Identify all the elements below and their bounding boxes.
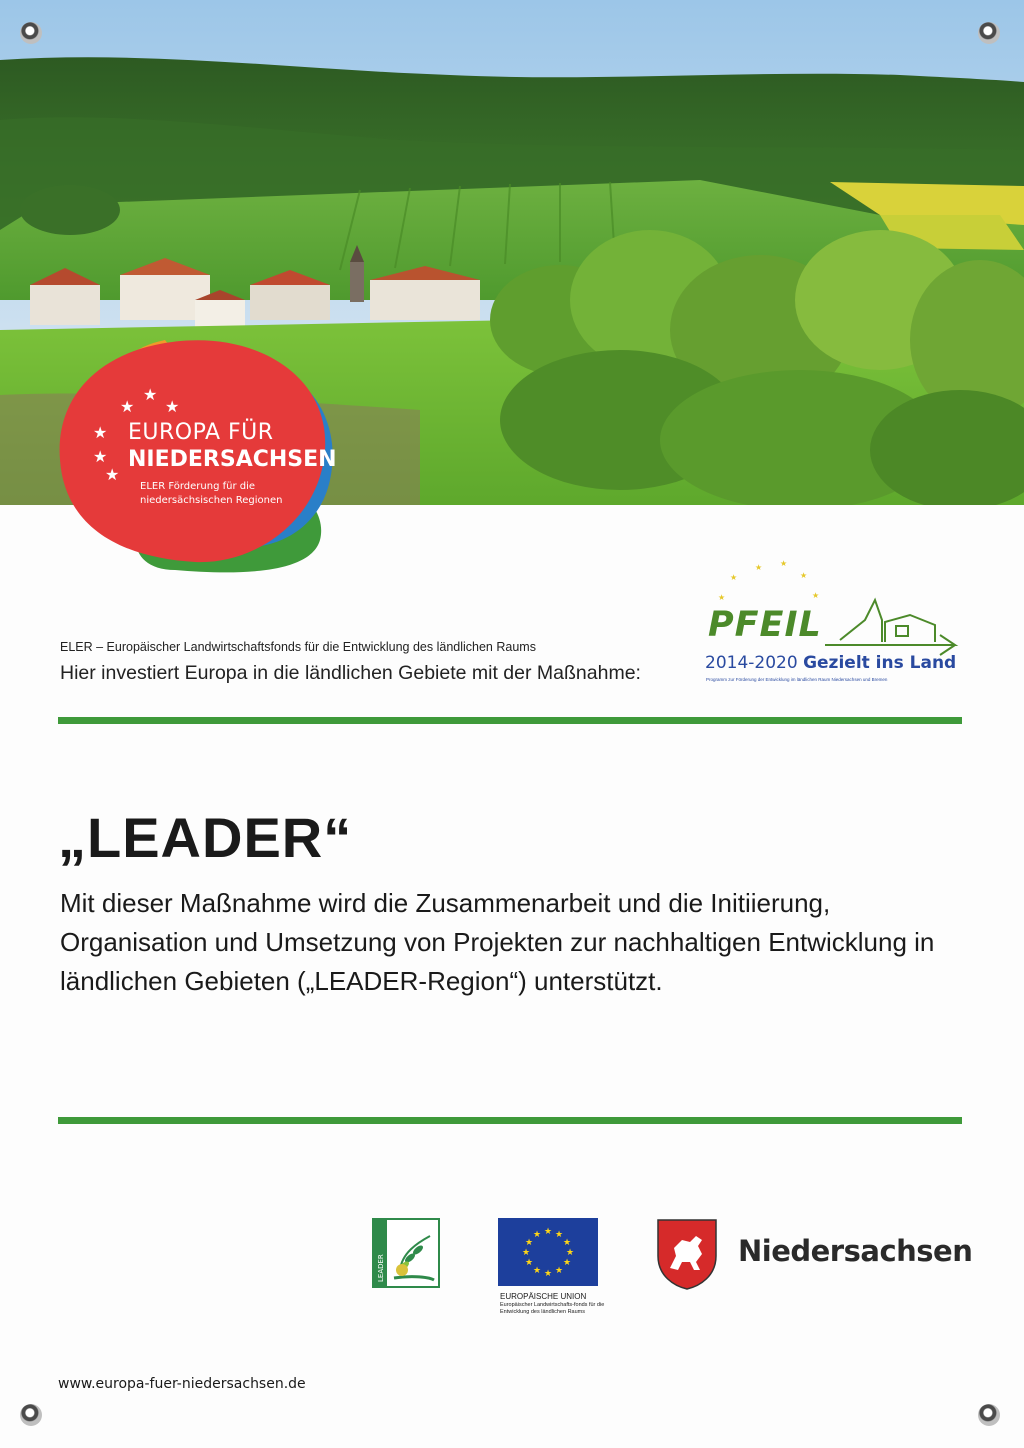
pfeil-logo [700,560,970,710]
screw-hole-bottom-left [20,1404,42,1426]
leader-logo-wordmark: LEADER [377,1254,385,1282]
pfeil-period [705,653,956,673]
svg-text:★: ★ [93,423,108,442]
efn-line2: NIEDERSACHSEN [128,447,337,472]
svg-text:★: ★ [812,591,820,600]
leader-logo [372,1218,440,1288]
website-url: www.europa-fuer-niedersachsen.de [58,1376,306,1392]
efn-sub1: ELER Förderung für die [140,481,256,492]
svg-text:★: ★ [730,573,738,582]
svg-text:★: ★ [532,1230,542,1240]
fund-name: ELER – Europäischer Landwirtschaftsfonds für die Entwicklung des ländlichen Raums [60,640,536,654]
svg-text:★: ★ [143,385,158,404]
eu-title: EUROPÄISCHE UNION [500,1292,587,1301]
svg-text:★: ★ [105,465,120,484]
svg-text:★: ★ [800,571,808,580]
svg-text:★: ★ [562,1238,572,1248]
measure-description: Mit dieser Maßnahme wird die Zusammenarbeit und die Initiierung, Organisation und Umsetzung von Projekten zur nachhaltigen Entwicklung in ländlichen Gebieten („LEADER-Region“) unterstützt. [60,888,935,996]
svg-text:★: ★ [755,563,763,572]
svg-text:★: ★ [554,1230,564,1240]
svg-text:★: ★ [780,560,788,568]
svg-text:★: ★ [718,593,726,602]
svg-text:★: ★ [524,1238,534,1248]
svg-text:★: ★ [165,397,180,416]
divider-top [58,717,962,724]
screw-hole-top-left [20,22,42,44]
niedersachsen-crest [656,1218,718,1290]
divider-bottom [58,1117,962,1124]
pfeil-slogan: Gezielt ins Land [803,653,957,673]
svg-text:★: ★ [93,447,108,466]
svg-text:★: ★ [543,1227,553,1237]
svg-text:★: ★ [565,1248,575,1258]
eu-flag [498,1218,598,1286]
screw-hole-bottom-right [978,1404,1000,1426]
efn-subtitle [140,480,282,508]
svg-text:★: ★ [543,1269,553,1279]
efn-sub2: niedersächsischen Regionen [140,495,283,506]
eu-stars [498,1218,598,1286]
eu-subtitle: Europäischer Landwirtschafts-fonds für die Entwicklung des ländlichen Raums [500,1302,605,1315]
svg-text:★: ★ [532,1266,542,1276]
measure-title: „LEADER“ [58,806,353,869]
pfeil-years: 2014-2020 [705,653,798,673]
eu-caption [500,1292,610,1316]
niedersachsen-wordmark: Niedersachsen [738,1234,973,1268]
svg-text:★: ★ [524,1258,534,1268]
svg-text:★: ★ [521,1248,531,1258]
svg-text:★: ★ [554,1266,564,1276]
svg-text:★: ★ [120,397,135,416]
efn-wordmark [128,420,337,474]
screw-hole-top-right [978,22,1000,44]
pfeil-wordmark: PFEIL [708,605,822,645]
svg-text:★: ★ [562,1258,572,1268]
investment-statement: Hier investiert Europa in die ländlichen Gebiete mit der Maßnahme: [60,662,641,684]
pfeil-tagline: Programm zur Förderung der Entwicklung im ländlichen Raum Niedersachsen und Bremen [706,677,888,682]
efn-line1: EUROPA FÜR [128,420,274,445]
